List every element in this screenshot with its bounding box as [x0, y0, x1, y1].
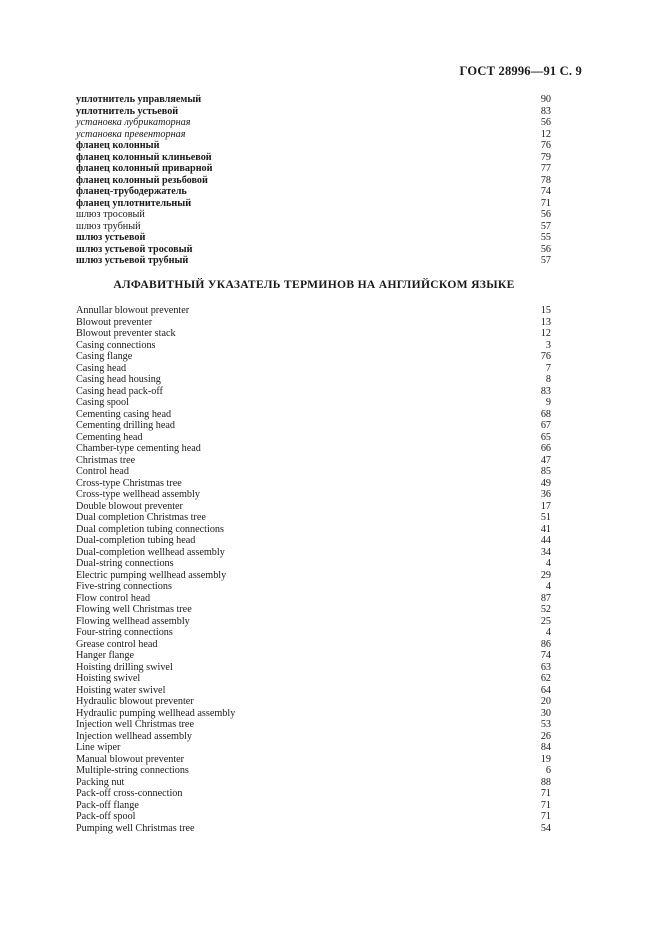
index-entry: [76, 152, 552, 164]
index-entry: [76, 328, 552, 340]
index-term: Pack-off flange: [76, 799, 139, 811]
index-entry: [76, 117, 552, 129]
index-page-number: 20: [540, 696, 551, 707]
index-term: Line wiper: [76, 742, 121, 753]
index-term: Hoisting swivel: [76, 673, 141, 684]
page-header: ГОСТ 28996—91 С. 9: [459, 64, 582, 78]
index-page-number: 56: [540, 117, 551, 128]
index-entry: [76, 374, 552, 386]
index-entry: [76, 397, 552, 409]
index-entry: [76, 255, 552, 267]
index-entry: [76, 409, 552, 421]
index-term: уплотнитель управляемый: [76, 94, 202, 105]
index-page-number: 62: [540, 673, 551, 684]
index-entry: [76, 765, 552, 777]
index-page-number: 90: [540, 94, 551, 105]
index-page-number: 53: [540, 719, 551, 730]
index-entry: [76, 443, 552, 455]
index-term: Casing flange: [76, 351, 133, 362]
index-page-number: 54: [540, 822, 551, 834]
index-term: шлюз устьевой трубный: [76, 255, 189, 266]
index-entry: [76, 432, 552, 444]
index-page-number: 4: [545, 558, 551, 569]
index-page-number: 12: [540, 328, 551, 339]
index-term: Hoisting water swivel: [76, 684, 166, 696]
index-page-number: 63: [540, 661, 551, 673]
index-term: шлюз устьевой тросовый: [76, 243, 193, 255]
index-entry: [76, 198, 552, 210]
index-page-number: 6: [545, 765, 551, 776]
index-page-number: 74: [540, 186, 551, 197]
index-page-number: 78: [540, 174, 551, 186]
index-page-number: 84: [540, 742, 551, 753]
index-entry: [76, 696, 552, 708]
index-page-number: 79: [540, 151, 551, 163]
index-entry: [76, 232, 552, 244]
index-term: Annullar blowout preventer: [76, 305, 190, 316]
index-term: фланец колонный: [76, 140, 160, 151]
index-page-number: 36: [540, 489, 551, 500]
index-term: Casing head housing: [76, 374, 161, 385]
index-entry: [76, 685, 552, 697]
index-entry: [76, 823, 552, 835]
index-term: Casing spool: [76, 397, 129, 408]
index-entry: [76, 731, 552, 743]
index-page-number: 25: [540, 615, 551, 627]
index-term: Casing head pack-off: [76, 385, 163, 397]
index-page-number: 29: [540, 569, 551, 581]
index-page-number: 15: [540, 305, 551, 316]
index-entry: [76, 535, 552, 547]
index-term: Four-string connections: [76, 627, 173, 638]
index-term: Chamber-type cementing head: [76, 443, 201, 454]
index-term: Control head: [76, 466, 129, 477]
index-entry: [76, 163, 552, 175]
index-page-number: 68: [540, 408, 551, 420]
index-page-number: 44: [540, 535, 551, 546]
index-page-number: 76: [540, 140, 551, 151]
index-term: Multiple-string connections: [76, 765, 189, 776]
index-entry: [76, 106, 552, 118]
index-entry: [76, 742, 552, 754]
index-page-number: 76: [540, 351, 551, 362]
index-page-number: 57: [540, 220, 551, 232]
index-term: Casing connections: [76, 339, 156, 351]
index-page-number: 56: [540, 243, 551, 255]
index-page-number: 12: [540, 128, 551, 140]
index-page-number: 83: [540, 105, 551, 117]
index-entry: [76, 186, 552, 198]
index-term: Packing nut: [76, 776, 125, 788]
index-term: Blowout preventer stack: [76, 328, 176, 339]
index-entry: [76, 777, 552, 789]
index-term: Casing head: [76, 362, 127, 374]
index-page-number: 74: [540, 650, 551, 661]
index-term: Dual-completion wellhead assembly: [76, 546, 225, 558]
index-page-number: 47: [540, 454, 551, 466]
index-page-number: 3: [545, 339, 551, 351]
index-term: Cross-type Christmas tree: [76, 477, 182, 489]
index-entry: [76, 340, 552, 352]
index-entry: [76, 455, 552, 467]
index-entry: [76, 547, 552, 559]
index-page-number: 4: [545, 581, 551, 592]
english-term-index: [76, 305, 552, 834]
index-entry: [76, 129, 552, 141]
index-term: шлюз устьевой: [76, 232, 146, 243]
index-page-number: 7: [545, 362, 551, 374]
index-entry: [76, 175, 552, 187]
index-page-number: 30: [540, 707, 551, 719]
index-entry: [76, 351, 552, 363]
index-page-number: 65: [540, 431, 551, 443]
index-page-number: 64: [540, 684, 551, 696]
index-entry: [76, 604, 552, 616]
index-entry: [76, 800, 552, 812]
index-term: Hanger flange: [76, 650, 134, 661]
index-term: Christmas tree: [76, 454, 136, 466]
index-entry: [76, 386, 552, 398]
index-entry: [76, 466, 552, 478]
index-entry: [76, 593, 552, 605]
index-term: фланец колонный приварной: [76, 163, 213, 174]
index-entry: [76, 811, 552, 823]
index-term: установка лубрикаторная: [76, 117, 191, 128]
index-page-number: 71: [540, 788, 551, 799]
index-page-number: 55: [540, 232, 551, 243]
index-term: Dual completion Christmas tree: [76, 512, 206, 523]
index-entry: [76, 662, 552, 674]
index-term: Cementing head: [76, 431, 143, 443]
index-page-number: 51: [540, 512, 551, 523]
index-entry: [76, 650, 552, 662]
index-page-number: 71: [540, 197, 551, 209]
index-page-number: 85: [540, 466, 551, 477]
index-page-number: 77: [540, 163, 551, 174]
index-page-number: 4: [545, 627, 551, 638]
index-page-number: 34: [540, 546, 551, 558]
index-page-number: 56: [540, 209, 551, 220]
index-term: Flowing wellhead assembly: [76, 615, 190, 627]
index-entry: [76, 317, 552, 329]
index-term: Double blowout preventer: [76, 500, 183, 512]
index-term: Injection well Christmas tree: [76, 719, 194, 730]
index-term: Electric pumping wellhead assembly: [76, 569, 227, 581]
index-term: шлюз трубный: [76, 220, 141, 232]
index-term: Cross-type wellhead assembly: [76, 489, 200, 500]
index-term: Flowing well Christmas tree: [76, 604, 192, 615]
index-page-number: 83: [540, 385, 551, 397]
index-term: Flow control head: [76, 592, 151, 604]
index-page-number: 19: [540, 753, 551, 765]
index-entry: [76, 788, 552, 800]
index-term: уплотнитель устьевой: [76, 105, 179, 117]
index-entry: [76, 558, 552, 570]
index-page-number: 86: [540, 638, 551, 650]
index-term: Pack-off cross-connection: [76, 788, 183, 799]
index-term: Hoisting drilling swivel: [76, 661, 173, 673]
index-term: Hydraulic blowout preventer: [76, 696, 194, 707]
index-term: Cementing casing head: [76, 408, 172, 420]
index-page-number: 67: [540, 420, 551, 431]
index-term: шлюз тросовый: [76, 209, 145, 220]
index-term: Blowout preventer: [76, 316, 153, 328]
index-term: Manual blowout preventer: [76, 753, 185, 765]
index-page-number: 8: [545, 374, 551, 385]
index-entry: [76, 616, 552, 628]
index-term: установка превенторная: [76, 128, 186, 140]
index-entry: [76, 639, 552, 651]
index-entry: [76, 244, 552, 256]
index-entry: [76, 581, 552, 593]
index-term: Dual-string connections: [76, 558, 174, 569]
index-page-number: 71: [540, 811, 551, 822]
index-page-number: 9: [545, 397, 551, 408]
index-page-number: 41: [540, 523, 551, 535]
russian-term-index: [76, 94, 552, 267]
index-page-number: 88: [540, 776, 551, 788]
index-entry: [76, 363, 552, 375]
index-page-number: 49: [540, 477, 551, 489]
index-entry: [76, 708, 552, 720]
index-entry: [76, 94, 552, 106]
index-term: фланец колонный резьбовой: [76, 174, 208, 186]
index-entry: [76, 305, 552, 317]
index-entry: [76, 420, 552, 432]
index-term: фланец колонный клиньевой: [76, 151, 212, 163]
index-entry: [76, 489, 552, 501]
index-entry: [76, 673, 552, 685]
index-term: фланец уплотнительный: [76, 197, 192, 209]
index-entry: [76, 221, 552, 233]
index-term: Hydraulic pumping wellhead assembly: [76, 707, 236, 719]
index-entry: [76, 627, 552, 639]
index-term: фланец-трубодержатель: [76, 186, 187, 197]
index-page-number: 57: [540, 255, 551, 266]
index-page-number: 17: [540, 500, 551, 512]
index-page-number: 66: [540, 443, 551, 454]
index-entry: [76, 719, 552, 731]
index-page-number: 26: [540, 730, 551, 742]
index-term: Five-string connections: [76, 581, 172, 592]
index-entry: [76, 524, 552, 536]
index-page-number: 52: [540, 604, 551, 615]
index-entry: [76, 501, 552, 513]
index-term: Pack-off spool: [76, 811, 136, 822]
index-page-number: 71: [540, 799, 551, 811]
index-entry: [76, 140, 552, 152]
index-page-number: 87: [540, 592, 551, 604]
index-term: Injection wellhead assembly: [76, 730, 192, 742]
index-term: Dual completion tubing connections: [76, 523, 224, 535]
index-term: Dual-completion tubing head: [76, 535, 196, 546]
index-entry: [76, 512, 552, 524]
index-term: Pumping well Christmas tree: [76, 822, 195, 834]
index-term: Grease control head: [76, 638, 158, 650]
index-page-number: 13: [540, 316, 551, 328]
index-entry: [76, 478, 552, 490]
index-term: Cementing drilling head: [76, 420, 176, 431]
index-entry: [76, 209, 552, 221]
section-title: АЛФАВИТНЫЙ УКАЗАТЕЛЬ ТЕРМИНОВ НА АНГЛИЙСКОМ ЯЗЫКЕ: [113, 278, 515, 291]
index-entry: [76, 754, 552, 766]
index-entry: [76, 570, 552, 582]
